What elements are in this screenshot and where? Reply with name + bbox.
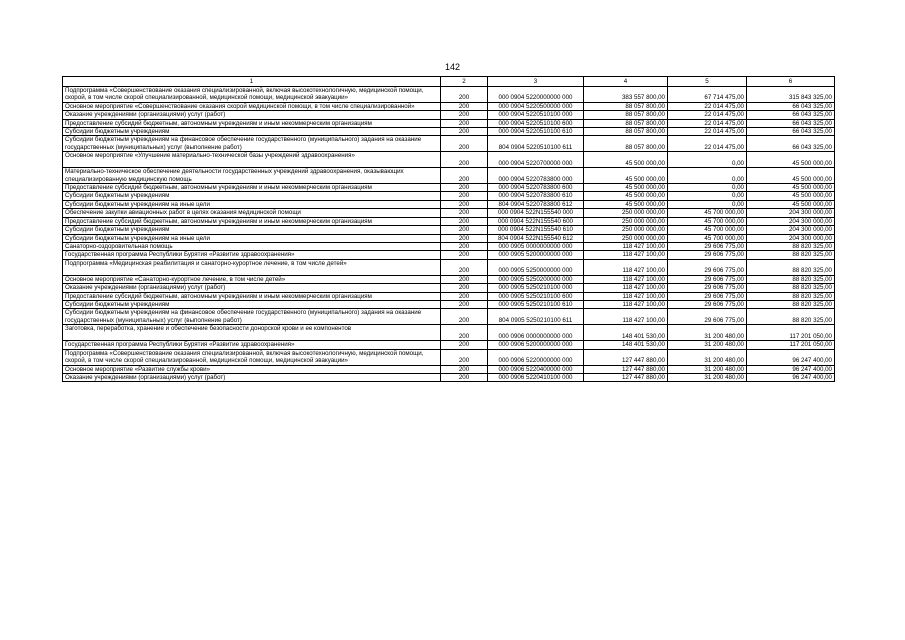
row-code-cell: 200 — [441, 325, 488, 341]
row-code-cell: 200 — [441, 168, 488, 184]
row-classifier-cell: 000 0905 5250210100 000 — [488, 284, 584, 292]
table-row — [63, 365, 835, 373]
table-row — [63, 111, 835, 119]
budget-table — [62, 76, 835, 382]
row-value-6-cell: 96 247 400,00 — [747, 349, 835, 365]
row-classifier-cell: 000 0905 5250200000 000 — [488, 275, 584, 283]
row-code-cell: 200 — [441, 152, 488, 168]
row-value-5-cell: 0,00 — [668, 200, 747, 208]
table-row — [63, 251, 835, 259]
row-name-cell: Предоставление субсидий бюджетным, автономным учреждениям и иным некоммерческим организациям — [63, 217, 441, 225]
row-value-5-cell: 22 014 475,00 — [668, 111, 747, 119]
row-name-cell: Материально-техническое обеспечение деятельности государственных учреждений здравоохранения, оказывающих специализированную медицинскую помощь — [63, 168, 441, 184]
row-code-cell: 200 — [441, 284, 488, 292]
row-name-cell: Подпрограмма «Совершенствование оказания специализированной, включая высокотехнологичную, медицинской помощи, скорой, в том числе скорой специализированной, медицинской помощи, медицинской эвакуации» — [63, 87, 441, 103]
row-value-6-cell: 66 043 325,00 — [747, 119, 835, 127]
row-name-cell: Субсидии бюджетным учреждениям — [63, 192, 441, 200]
row-value-4-cell: 88 057 800,00 — [584, 136, 668, 152]
row-code-cell: 200 — [441, 111, 488, 119]
row-code-cell: 200 — [441, 300, 488, 308]
row-value-5-cell: 29 606 775,00 — [668, 242, 747, 250]
row-code-cell: 200 — [441, 292, 488, 300]
row-classifier-cell: 000 0904 5220510100 000 — [488, 111, 584, 119]
row-classifier-cell: 000 0906 5220400000 000 — [488, 365, 584, 373]
row-value-4-cell: 383 557 800,00 — [584, 87, 668, 103]
row-value-5-cell: 31 200 480,00 — [668, 325, 747, 341]
row-code-cell: 200 — [441, 226, 488, 234]
row-code-cell: 200 — [441, 136, 488, 152]
row-value-5-cell: 29 606 775,00 — [668, 251, 747, 259]
table-row — [63, 373, 835, 381]
row-value-4-cell: 118 427 100,00 — [584, 300, 668, 308]
row-code-cell: 200 — [441, 217, 488, 225]
row-value-4-cell: 88 057 800,00 — [584, 102, 668, 110]
row-name-cell: Субсидии бюджетным учреждениям на иные цели — [63, 234, 441, 242]
column-header-5: 5 — [668, 77, 747, 87]
row-value-6-cell: 117 201 050,00 — [747, 341, 835, 349]
row-code-cell: 200 — [441, 192, 488, 200]
row-name-cell: Обеспечение закупки авиационных работ в целях оказания медицинской помощи — [63, 209, 441, 217]
row-code-cell: 200 — [441, 259, 488, 275]
column-header-2: 2 — [441, 77, 488, 87]
row-value-4-cell: 88 057 800,00 — [584, 128, 668, 136]
row-name-cell: Субсидии бюджетным учреждениям на финансовое обеспечение государственного (муниципального) задания на оказание государственных (муниципальных) услуг (выполнение работ) — [63, 309, 441, 325]
table-row — [63, 136, 835, 152]
row-value-4-cell: 118 427 100,00 — [584, 251, 668, 259]
table-row — [63, 325, 835, 341]
row-value-6-cell: 96 247 400,00 — [747, 365, 835, 373]
row-value-4-cell: 118 427 100,00 — [584, 284, 668, 292]
table-header-row — [63, 77, 835, 87]
row-value-5-cell: 29 606 775,00 — [668, 292, 747, 300]
table-row — [63, 341, 835, 349]
table-row — [63, 284, 835, 292]
row-classifier-cell: 000 0906 5200000000 000 — [488, 341, 584, 349]
row-value-6-cell: 66 043 325,00 — [747, 111, 835, 119]
row-code-cell: 200 — [441, 341, 488, 349]
row-classifier-cell: 000 0904 5220783800 600 — [488, 184, 584, 192]
row-code-cell: 200 — [441, 119, 488, 127]
row-value-5-cell: 22 014 475,00 — [668, 128, 747, 136]
row-value-4-cell: 148 401 530,00 — [584, 325, 668, 341]
row-value-5-cell: 29 606 775,00 — [668, 300, 747, 308]
row-name-cell: Основное мероприятие «Санаторно-курортное лечение, в том числе детей» — [63, 275, 441, 283]
row-value-5-cell: 45 700 000,00 — [668, 217, 747, 225]
row-name-cell: Предоставление субсидий бюджетным, автономным учреждениям и иным некоммерческим организациям — [63, 119, 441, 127]
row-name-cell: Субсидии бюджетным учреждениям — [63, 128, 441, 136]
row-value-6-cell: 204 300 000,00 — [747, 234, 835, 242]
row-value-4-cell: 250 000 000,00 — [584, 209, 668, 217]
row-name-cell: Основное мероприятие «Совершенствование оказания скорой медицинской помощи, в том числе специализированной» — [63, 102, 441, 110]
row-value-5-cell: 67 714 475,00 — [668, 87, 747, 103]
row-name-cell: Предоставление субсидий бюджетным, автономным учреждениям и иным некоммерческим организациям — [63, 292, 441, 300]
row-code-cell: 200 — [441, 251, 488, 259]
row-code-cell: 200 — [441, 309, 488, 325]
table-row — [63, 102, 835, 110]
row-value-5-cell: 22 014 475,00 — [668, 102, 747, 110]
row-value-5-cell: 45 700 000,00 — [668, 226, 747, 234]
row-value-5-cell: 31 200 480,00 — [668, 373, 747, 381]
row-classifier-cell: 804 0904 5220510100 611 — [488, 136, 584, 152]
row-value-5-cell: 0,00 — [668, 152, 747, 168]
row-value-5-cell: 22 014 475,00 — [668, 136, 747, 152]
table-row — [63, 300, 835, 308]
table-row — [63, 226, 835, 234]
row-classifier-cell: 804 0904 5220783800 612 — [488, 200, 584, 208]
row-value-5-cell: 31 200 480,00 — [668, 349, 747, 365]
row-classifier-cell: 000 0906 5220410100 000 — [488, 373, 584, 381]
row-classifier-cell: 000 0904 5220700000 000 — [488, 152, 584, 168]
row-value-5-cell: 0,00 — [668, 192, 747, 200]
row-classifier-cell: 804 0905 5250210100 611 — [488, 309, 584, 325]
row-name-cell: Основное мероприятие «Улучшение материально-технической базы учреждений здравоохранения» — [63, 152, 441, 168]
row-value-4-cell: 88 057 800,00 — [584, 119, 668, 127]
row-value-4-cell: 118 427 100,00 — [584, 259, 668, 275]
row-name-cell: Субсидии бюджетным учреждениям на финансовое обеспечение государственного (муниципального) задания на оказание государственных (муниципальных) услуг (выполнение работ) — [63, 136, 441, 152]
row-code-cell: 200 — [441, 242, 488, 250]
row-name-cell: Основное мероприятие «Развитие службы крови» — [63, 365, 441, 373]
table-row — [63, 152, 835, 168]
row-name-cell: Подпрограмма «Медицинская реабилитация и санаторно-курортное лечение, в том числе детей» — [63, 259, 441, 275]
row-value-6-cell: 88 820 325,00 — [747, 251, 835, 259]
table-row — [63, 259, 835, 275]
row-value-4-cell: 45 500 000,00 — [584, 184, 668, 192]
row-classifier-cell: 000 0906 0000000000 000 — [488, 325, 584, 341]
row-classifier-cell: 000 0904 5220510100 600 — [488, 119, 584, 127]
row-classifier-cell: 000 0906 5220000000 000 — [488, 349, 584, 365]
table-row — [63, 292, 835, 300]
column-header-3: 3 — [488, 77, 584, 87]
row-name-cell: Санаторно-оздоровительная помощь — [63, 242, 441, 250]
row-value-6-cell: 204 300 000,00 — [747, 217, 835, 225]
row-name-cell: Заготовка, переработка, хранение и обеспечение безопасности донорской крови и ее компонентов — [63, 325, 441, 341]
row-value-6-cell: 45 500 000,00 — [747, 200, 835, 208]
row-name-cell: Оказание учреждениями (организациями) услуг (работ) — [63, 284, 441, 292]
row-value-4-cell: 250 000 000,00 — [584, 217, 668, 225]
row-value-6-cell: 88 820 325,00 — [747, 284, 835, 292]
table-row — [63, 192, 835, 200]
row-classifier-cell: 804 0904 522N155540 612 — [488, 234, 584, 242]
column-header-6: 6 — [747, 77, 835, 87]
row-value-6-cell: 88 820 325,00 — [747, 300, 835, 308]
row-value-5-cell: 0,00 — [668, 184, 747, 192]
row-value-6-cell: 204 300 000,00 — [747, 226, 835, 234]
row-value-5-cell: 29 606 775,00 — [668, 284, 747, 292]
row-classifier-cell: 000 0904 522N155540 610 — [488, 226, 584, 234]
row-value-5-cell: 22 014 475,00 — [668, 119, 747, 127]
row-value-4-cell: 127 447 880,00 — [584, 373, 668, 381]
row-value-4-cell: 250 000 000,00 — [584, 226, 668, 234]
row-value-5-cell: 29 606 775,00 — [668, 259, 747, 275]
row-value-5-cell: 0,00 — [668, 168, 747, 184]
row-name-cell: Государственная программа Республики Бурятия «Развитие здравоохранения» — [63, 251, 441, 259]
row-value-4-cell: 148 401 530,00 — [584, 341, 668, 349]
row-code-cell: 200 — [441, 102, 488, 110]
row-value-6-cell: 315 843 325,00 — [747, 87, 835, 103]
row-name-cell: Оказание учреждениями (организациями) услуг (работ) — [63, 111, 441, 119]
row-name-cell: Субсидии бюджетным учреждениям — [63, 226, 441, 234]
row-value-6-cell: 66 043 325,00 — [747, 136, 835, 152]
row-value-6-cell: 45 500 000,00 — [747, 184, 835, 192]
row-code-cell: 200 — [441, 349, 488, 365]
row-classifier-cell: 000 0904 522N155540 000 — [488, 209, 584, 217]
row-value-6-cell: 88 820 325,00 — [747, 242, 835, 250]
table-row — [63, 184, 835, 192]
table-row — [63, 242, 835, 250]
row-value-5-cell: 45 700 000,00 — [668, 209, 747, 217]
row-value-4-cell: 118 427 100,00 — [584, 275, 668, 283]
row-value-6-cell: 204 300 000,00 — [747, 209, 835, 217]
row-value-4-cell: 250 000 000,00 — [584, 234, 668, 242]
row-code-cell: 200 — [441, 184, 488, 192]
row-code-cell: 200 — [441, 128, 488, 136]
row-value-5-cell: 31 200 480,00 — [668, 341, 747, 349]
page-number: 142 — [444, 62, 461, 72]
row-code-cell: 200 — [441, 234, 488, 242]
row-name-cell: Подпрограмма «Совершенствование оказания специализированной, включая высокотехнологичную, медицинской помощи, скорой, в том числе скорой специализированной, медицинской помощи, медицинской эвакуации» — [63, 349, 441, 365]
row-value-6-cell: 88 820 325,00 — [747, 292, 835, 300]
row-classifier-cell: 000 0905 5250210100 610 — [488, 300, 584, 308]
column-header-4: 4 — [584, 77, 668, 87]
table-row — [63, 234, 835, 242]
row-classifier-cell: 000 0905 5250000000 000 — [488, 259, 584, 275]
row-classifier-cell: 000 0905 0000000000 000 — [488, 242, 584, 250]
row-value-5-cell: 45 700 000,00 — [668, 234, 747, 242]
row-value-6-cell: 45 500 000,00 — [747, 152, 835, 168]
row-code-cell: 200 — [441, 87, 488, 103]
row-code-cell: 200 — [441, 200, 488, 208]
row-name-cell: Оказание учреждениями (организациями) услуг (работ) — [63, 373, 441, 381]
row-classifier-cell: 000 0904 5220783800 000 — [488, 168, 584, 184]
row-value-4-cell: 118 427 100,00 — [584, 309, 668, 325]
row-code-cell: 200 — [441, 365, 488, 373]
table-row — [63, 128, 835, 136]
row-classifier-cell: 000 0905 5250210100 600 — [488, 292, 584, 300]
table-row — [63, 209, 835, 217]
row-classifier-cell: 000 0904 5220510100 610 — [488, 128, 584, 136]
row-classifier-cell: 000 0904 522N155540 600 — [488, 217, 584, 225]
row-value-6-cell: 88 820 325,00 — [747, 275, 835, 283]
row-name-cell: Предоставление субсидий бюджетным, автономным учреждениям и иным некоммерческим организациям — [63, 184, 441, 192]
row-classifier-cell: 000 0904 5220000000 000 — [488, 87, 584, 103]
row-value-4-cell: 45 500 000,00 — [584, 152, 668, 168]
row-name-cell: Субсидии бюджетным учреждениям на иные цели — [63, 200, 441, 208]
row-classifier-cell: 000 0905 5200000000 000 — [488, 251, 584, 259]
row-value-6-cell: 66 043 325,00 — [747, 102, 835, 110]
row-value-4-cell: 118 427 100,00 — [584, 292, 668, 300]
row-value-4-cell: 127 447 880,00 — [584, 365, 668, 373]
table-row — [63, 87, 835, 103]
row-classifier-cell: 000 0904 5220500000 000 — [488, 102, 584, 110]
table-row — [63, 309, 835, 325]
row-code-cell: 200 — [441, 275, 488, 283]
row-code-cell: 200 — [441, 373, 488, 381]
row-name-cell: Государственная программа Республики Бурятия «Развитие здравоохранения» — [63, 341, 441, 349]
table-row — [63, 200, 835, 208]
row-value-4-cell: 118 427 100,00 — [584, 242, 668, 250]
row-value-6-cell: 66 043 325,00 — [747, 128, 835, 136]
row-value-6-cell: 45 500 000,00 — [747, 168, 835, 184]
table-row — [63, 349, 835, 365]
row-classifier-cell: 000 0904 5220783800 610 — [488, 192, 584, 200]
row-value-6-cell: 88 820 325,00 — [747, 309, 835, 325]
row-value-5-cell: 29 606 775,00 — [668, 309, 747, 325]
row-value-6-cell: 117 201 050,00 — [747, 325, 835, 341]
table-row — [63, 275, 835, 283]
row-value-4-cell: 88 057 800,00 — [584, 111, 668, 119]
table-row — [63, 217, 835, 225]
row-value-4-cell: 45 500 000,00 — [584, 168, 668, 184]
row-value-6-cell: 45 500 000,00 — [747, 192, 835, 200]
table-row — [63, 168, 835, 184]
row-value-4-cell: 127 447 880,00 — [584, 349, 668, 365]
row-value-4-cell: 45 500 000,00 — [584, 200, 668, 208]
row-value-6-cell: 96 247 400,00 — [747, 373, 835, 381]
column-header-1: 1 — [63, 77, 441, 87]
row-value-5-cell: 29 606 775,00 — [668, 275, 747, 283]
row-value-4-cell: 45 500 000,00 — [584, 192, 668, 200]
row-code-cell: 200 — [441, 209, 488, 217]
table-row — [63, 119, 835, 127]
row-value-5-cell: 31 200 480,00 — [668, 365, 747, 373]
row-value-6-cell: 88 820 325,00 — [747, 259, 835, 275]
row-name-cell: Субсидии бюджетным учреждениям — [63, 300, 441, 308]
